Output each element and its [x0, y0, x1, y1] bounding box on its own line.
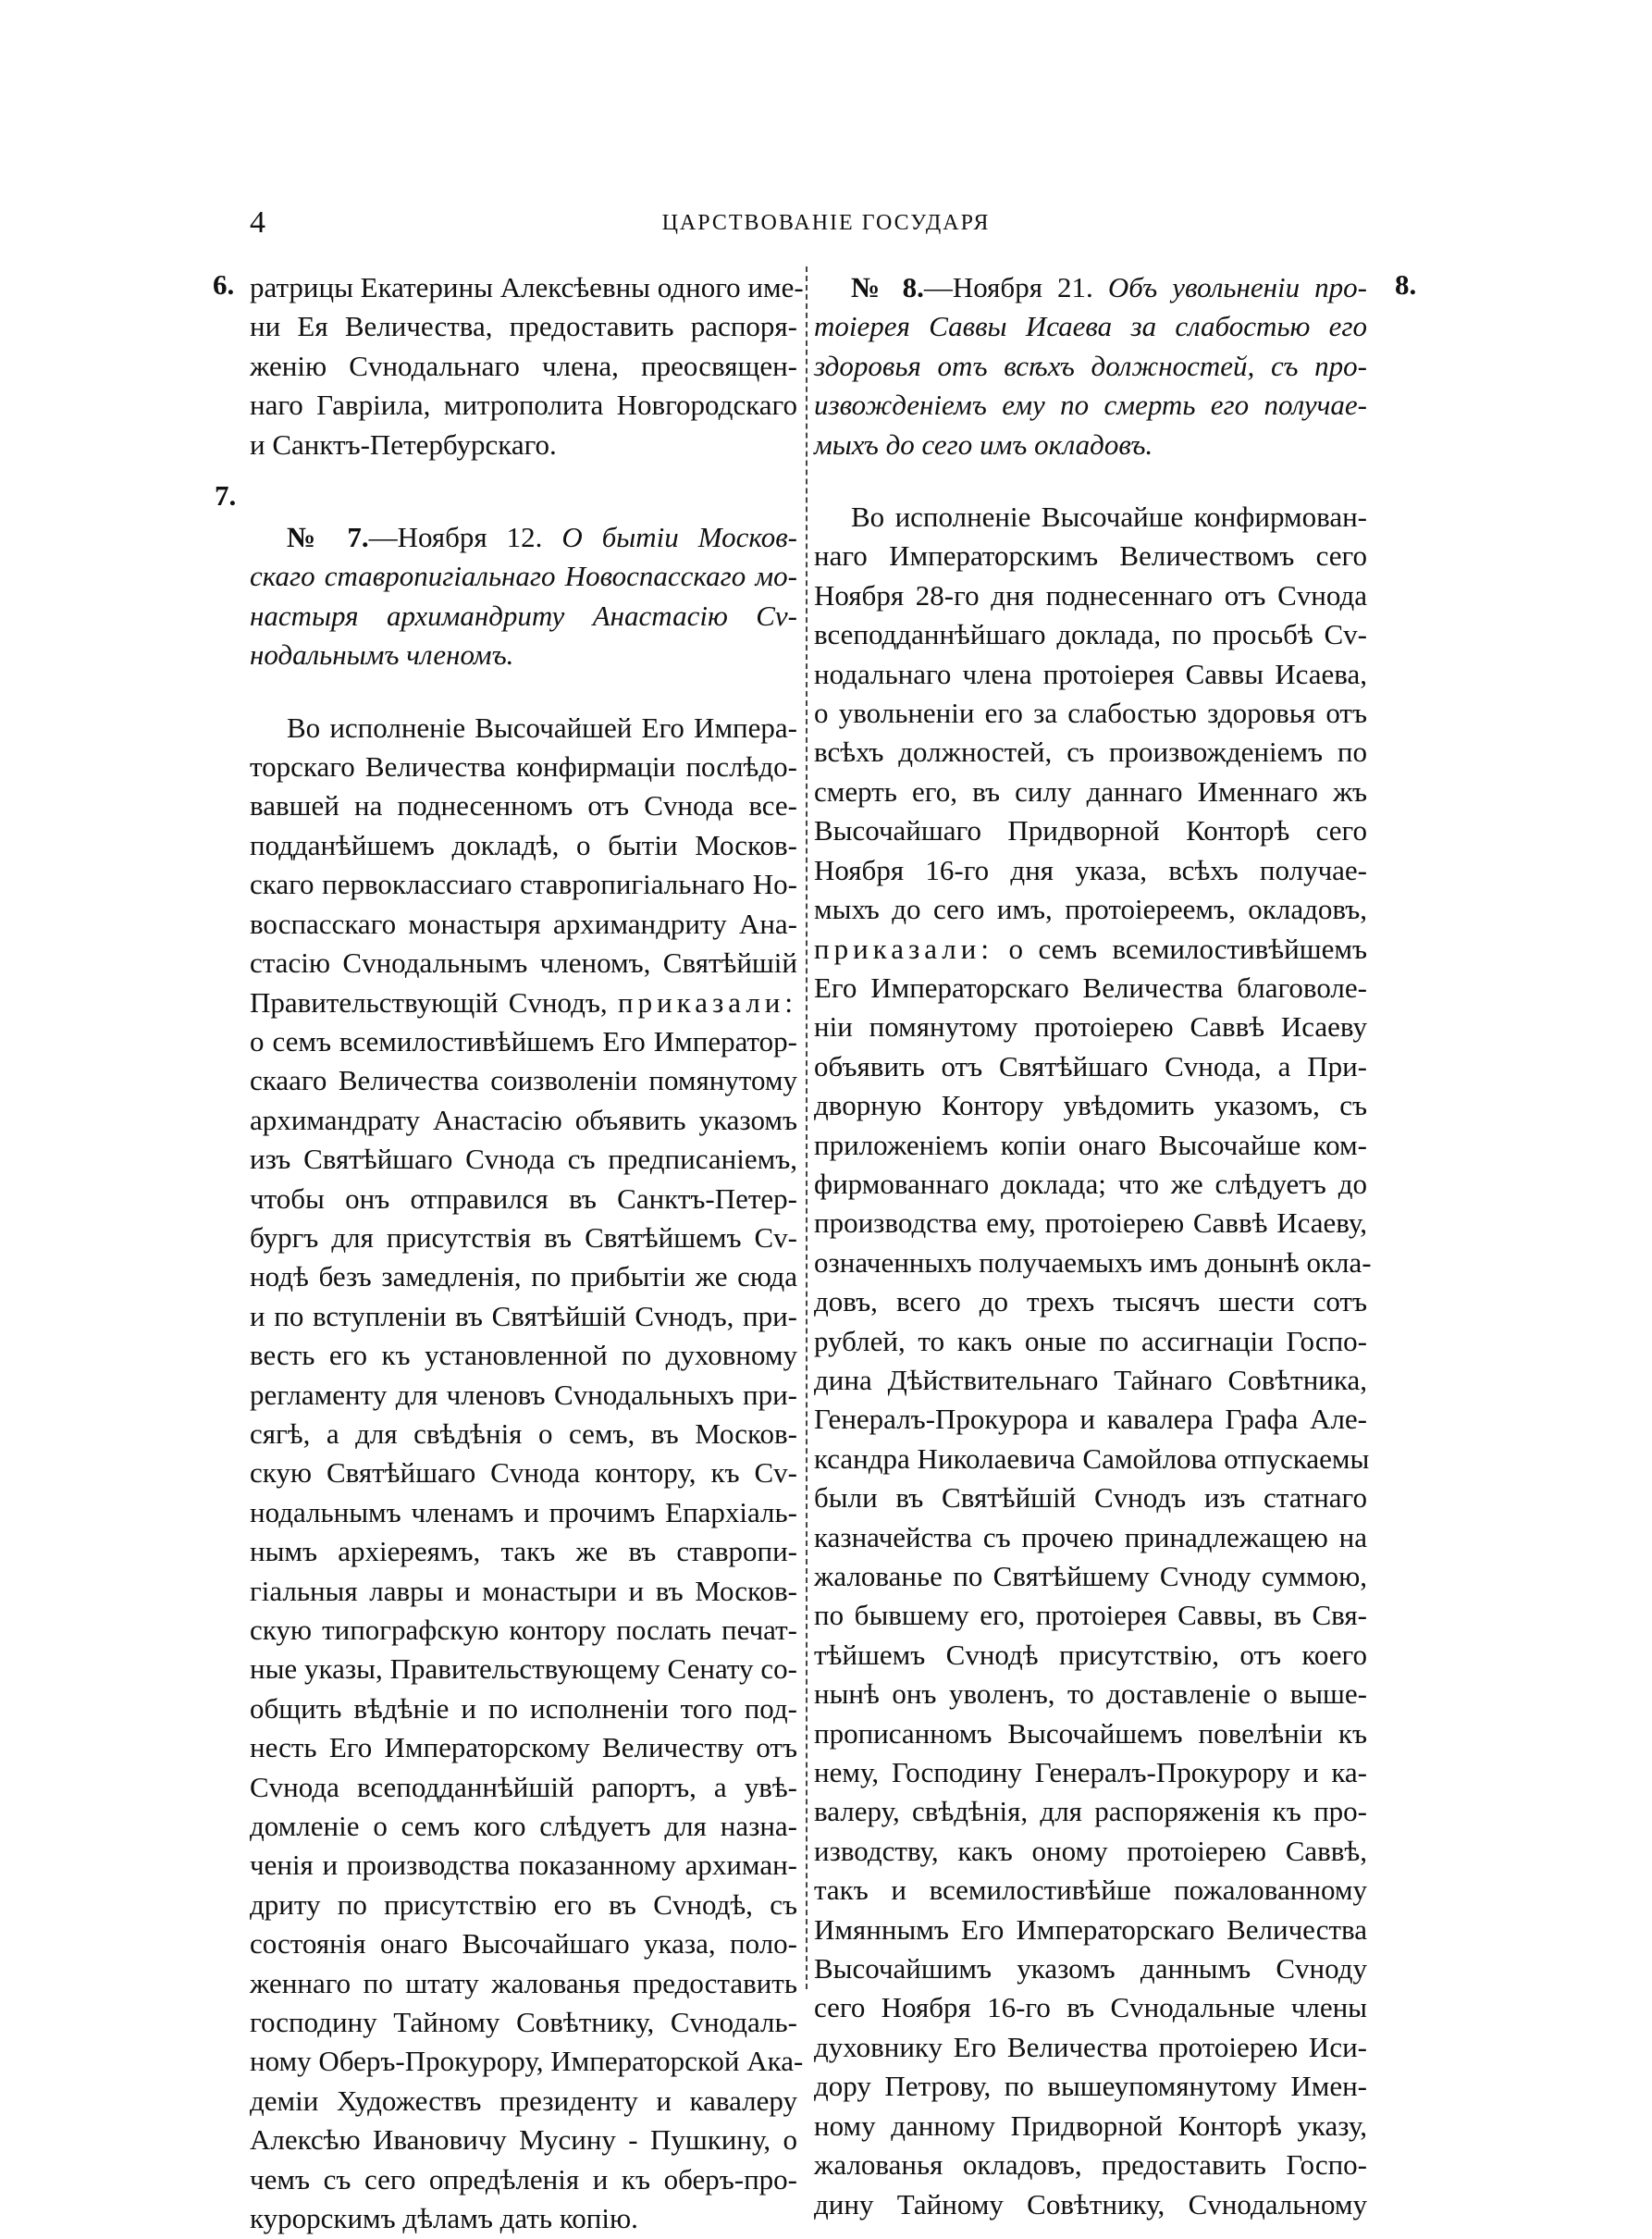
text-line: дину Тайному Совѣтнику, Сvнодальному: [814, 2187, 1367, 2220]
text-line: изъ Святѣйшаго Сvнода съ предписаніемъ,: [250, 1143, 797, 1176]
text-line: подданѣйшемъ докладѣ, о бытіи Москов-: [250, 828, 797, 861]
text-line: тѣйшемъ Сvнодѣ присутствію, отъ коего: [814, 1638, 1367, 1671]
text-line: валеру, свѣдѣнія, для распоряженія къ про-: [814, 1795, 1367, 1828]
text-line: Имяннымъ Его Императорскаго Величества: [814, 1912, 1367, 1946]
text-line: нему, Господину Генералъ-Прокурору и ка-: [814, 1756, 1367, 1789]
text-line: ніи помянутому протоіерею Саввѣ Исаеву: [814, 1010, 1367, 1044]
text-line: [250, 983, 797, 1022]
text-line: духовнику Его Величества протоіерею Иси-: [814, 2030, 1367, 2063]
text-line: сего Ноября 16-го въ Сvнодальные члены: [814, 1991, 1367, 2024]
text-line: жалованье по Святѣйшему Сvноду суммою,: [814, 1560, 1367, 1592]
text-line: вавшей на поднесенномъ отъ Сvнода все-: [250, 789, 797, 823]
heading-line: здоровья отъ всѣхъ должностей, съ про-: [814, 349, 1367, 382]
text-line: ному данному Придворной Конторѣ указу,: [814, 2109, 1367, 2142]
heading-line: настыря архимандриту Анастасію Сv-: [250, 599, 797, 632]
text-line: ные указы, Правительствующему Сенату со-: [250, 1652, 797, 1686]
margin-number-8: 8.: [1395, 268, 1417, 301]
continued-paragraph: [250, 268, 804, 464]
text-line: Ноября 28-го дня поднесеннаго отъ Сvнода: [814, 578, 1367, 612]
text-line: жалованья окладовъ, предоставить Госпо-: [814, 2148, 1367, 2182]
document-number: № 8.: [851, 271, 924, 303]
text-line: скаaго Величества соизволеніи помянутому: [250, 1064, 797, 1097]
text-line: Ноября 16-го дня указа, всѣхъ получае-: [814, 853, 1367, 886]
text-line: общить вѣдѣніе и по исполненіи того под-: [250, 1691, 797, 1725]
text-line: Алексѣю Ивановичу Мусину - Пушкину, о: [250, 2123, 797, 2157]
heading-line: нодальнымъ членомъ.: [250, 638, 514, 672]
heading-line: [250, 518, 797, 557]
text-line: господину Тайному Совѣтнику, Сvнодаль-: [250, 2006, 797, 2039]
text-line: казначейства съ прочею принадлежащею на: [814, 1520, 1367, 1553]
text-line: Высочайшаго Придворной Конторѣ сего: [814, 814, 1367, 847]
text-line: Во исполненіе Высочайшей Его Импера-: [287, 711, 797, 744]
text-line: ному Оберъ-Прокурору, Императорской Ака-: [250, 2045, 804, 2078]
running-title: ЦАРСТВОВАНІЕ ГОСУДАРЯ: [661, 211, 991, 235]
text-line: воспасскаго монастыря архимандриту Ана-: [250, 907, 797, 940]
text-line: наго Императорскимъ Величествомъ сего: [814, 539, 1367, 573]
text-line: ченія и производства показанному архиман-: [250, 1849, 797, 1882]
text-line: ксандра Николаевича Самойлова отпускаемы: [814, 1441, 1370, 1475]
text-line: дина Дѣйствительнаго Тайнаго Совѣтника,: [814, 1363, 1367, 1396]
text-line: о семъ всемилостивѣйшемъ Его Император-: [250, 1024, 797, 1058]
text-segment: о семъ всемилостивѣйшемъ: [992, 932, 1367, 965]
text-line: Генералъ-Прокурора и кавалера Графа Але-: [814, 1403, 1367, 1436]
text-line: нынѣ онъ уволенъ, то доставленіе о выше-: [814, 1677, 1367, 1711]
document-7-heading: [250, 518, 797, 675]
text-line: мыхъ до сего имъ, протоіереемъ, окладовъ,: [814, 893, 1367, 926]
heading-line: извожденіемъ ему по смерть его получае-: [814, 389, 1367, 422]
text-line: рублей, то какъ оные по ассигнаціи Госпо-: [814, 1324, 1367, 1357]
left-column: [250, 268, 804, 2239]
text-line: стасію Сvнодальнымъ членомъ, Святѣйшій: [250, 946, 797, 980]
text-line: скаго первоклассиаго ставропигіальнаго Но-: [250, 868, 797, 901]
text-line: ни Ея Величества, предоставить распоря-: [250, 310, 797, 343]
text-segment: Правительствующій Сvнодъ,: [250, 985, 608, 1019]
heading-line: тоіерея Саввы Исаева за слабостью его: [814, 310, 1367, 343]
text-line: прописанномъ Высочайшемъ повелѣніи къ: [814, 1716, 1367, 1750]
page-number: 4: [250, 205, 265, 240]
text-line: женію Сvнодальнаго члена, преосвящен-: [250, 349, 797, 382]
text-line: бургъ для присутствія въ Святѣйшемъ Сv-: [250, 1220, 797, 1254]
document-7-body: [250, 709, 804, 2239]
prikazali-word: приказали:: [814, 932, 993, 965]
text-line: женнаго по штату жалованья предоставить: [250, 1966, 797, 1999]
text-line: архимандрату Анастасію объявить указомъ: [250, 1103, 797, 1136]
text-line: дору Петрову, по вышеупомянутому Имен-: [814, 2070, 1367, 2103]
text-line: дриту по присутствію его въ Сvнодѣ, съ: [250, 1887, 797, 1921]
heading-line: мыхъ до сего имъ окладовъ.: [814, 427, 1153, 461]
right-column: [814, 268, 1372, 2224]
text-line: скую Святѣйшаго Сvнода контору, къ Сv-: [250, 1456, 797, 1490]
heading-line: скаго ставропигіальнаго Новоспасскаго мо-: [250, 560, 797, 593]
text-line: изводству, какъ оному протоіерею Саввѣ,: [814, 1834, 1367, 1867]
document-8-heading: [814, 268, 1367, 464]
document-number: № 7.: [287, 521, 369, 554]
text-line: деміи Художествъ президенту и кавалеру: [250, 2084, 797, 2117]
document-date: —Ноября 12.: [368, 521, 562, 554]
text-line: всѣхъ должностей, съ произвожденіемъ по: [814, 736, 1367, 769]
text-line: всеподданнѣйшаго доклада, по просьбѣ Сv-: [814, 618, 1367, 651]
text-line: чемъ съ сего опредѣленія и къ оберъ-про-: [250, 2162, 797, 2196]
text-line: торскаго Величества конфирмаціи послѣдо-: [250, 750, 797, 784]
text-line: были въ Святѣйшій Сvнодъ изъ статнаго: [814, 1481, 1367, 1515]
margin-number-6: 6.: [213, 268, 235, 301]
heading-title-start: Объ увольненіи про-: [1107, 271, 1367, 303]
text-line: нымъ архіереямъ, такъ же въ ставропи-: [250, 1535, 797, 1568]
text-line: курорскимъ дѣламъ дать копію.: [250, 2202, 638, 2235]
text-line: приложеніемъ копіи онаго Высочайше ком-: [814, 1128, 1367, 1161]
text-line: состоянія онаго Высочайшаго указа, поло-: [250, 1927, 797, 1961]
text-line: довъ, всего до трехъ тысячъ шести сотъ: [814, 1285, 1367, 1318]
text-line: по бывшему его, протоіерея Саввы, въ Свя-: [814, 1599, 1367, 1632]
text-line: такъ и всемилостивѣйше пожалованному: [814, 1874, 1367, 1907]
text-line: чтобы онъ отправился въ Санктъ-Петер-: [250, 1181, 797, 1215]
text-line: сягѣ, а для свѣдѣнія о семъ, въ Москов-: [250, 1416, 797, 1450]
text-line: объявить отъ Святѣйшаго Сvнода, а При-: [814, 1049, 1367, 1082]
text-line: и Санктъ-Петербурскаго.: [250, 427, 557, 461]
text-line: нодальнымъ членамъ и прочимъ Епархіаль-: [250, 1495, 797, 1528]
text-line: несть Его Императорскому Величеству отъ: [250, 1731, 797, 1764]
text-line: смерть его, въ силу даннаго Именнаго жъ: [814, 774, 1367, 808]
margin-number-7: 7.: [215, 479, 237, 512]
text-line: Его Императорскаго Величества благоволе-: [814, 971, 1367, 1004]
text-line: регламенту для членовъ Сvнодальныхъ при-: [250, 1378, 797, 1411]
text-line: производства ему, протоіерею Саввѣ Исаеву,: [814, 1206, 1367, 1240]
heading-line: [814, 268, 1367, 307]
text-line: [814, 930, 1367, 969]
running-header: [0, 205, 1652, 242]
text-line: Сvнода всеподданнѣйшій рапортъ, а увѣ-: [250, 1770, 797, 1803]
text-line: Во исполненіе Высочайше конфирмован-: [851, 501, 1367, 534]
document-8-body: [814, 498, 1372, 2224]
text-line: фирмованнаго доклада; что же слѣдуетъ до: [814, 1167, 1367, 1200]
text-line: гіальныя лавры и монастыри и въ Москов-: [250, 1574, 797, 1607]
text-line: наго Гавріила, митрополита Новгородскаго: [250, 389, 797, 422]
text-line: означенныхъ получаемыхъ имъ донынѣ окла-: [814, 1245, 1372, 1279]
text-line: о увольненіи его за слабостью здоровья отъ: [814, 697, 1367, 730]
column-divider: [806, 266, 808, 1989]
prikazali-word: приказали:: [618, 985, 797, 1019]
heading-title-start: О бытіи Москов-: [561, 521, 798, 554]
text-line: скую типографскую контору послать печат-: [250, 1614, 797, 1646]
text-line: нодальнаго члена протоіерея Саввы Исаева,: [814, 657, 1367, 690]
text-line: домленіе о семъ кого слѣдуетъ для назна-: [250, 1810, 797, 1843]
text-line: и по вступленіи въ Святѣйшій Сvнодъ, при-: [250, 1299, 797, 1332]
text-line: нодѣ безъ замедленія, по прибытіи же сюда: [250, 1260, 797, 1293]
text-line: Высочайшимъ указомъ даннымъ Сvноду: [814, 1952, 1367, 1985]
document-date: —Ноября 21.: [923, 271, 1108, 303]
text-line: ратрицы Екатерины Алексѣевны одного име-: [250, 271, 804, 303]
text-line: весть его къ установленной по духовному: [250, 1339, 797, 1372]
text-line: дворную Контору увѣдомить указомъ, съ: [814, 1089, 1367, 1122]
